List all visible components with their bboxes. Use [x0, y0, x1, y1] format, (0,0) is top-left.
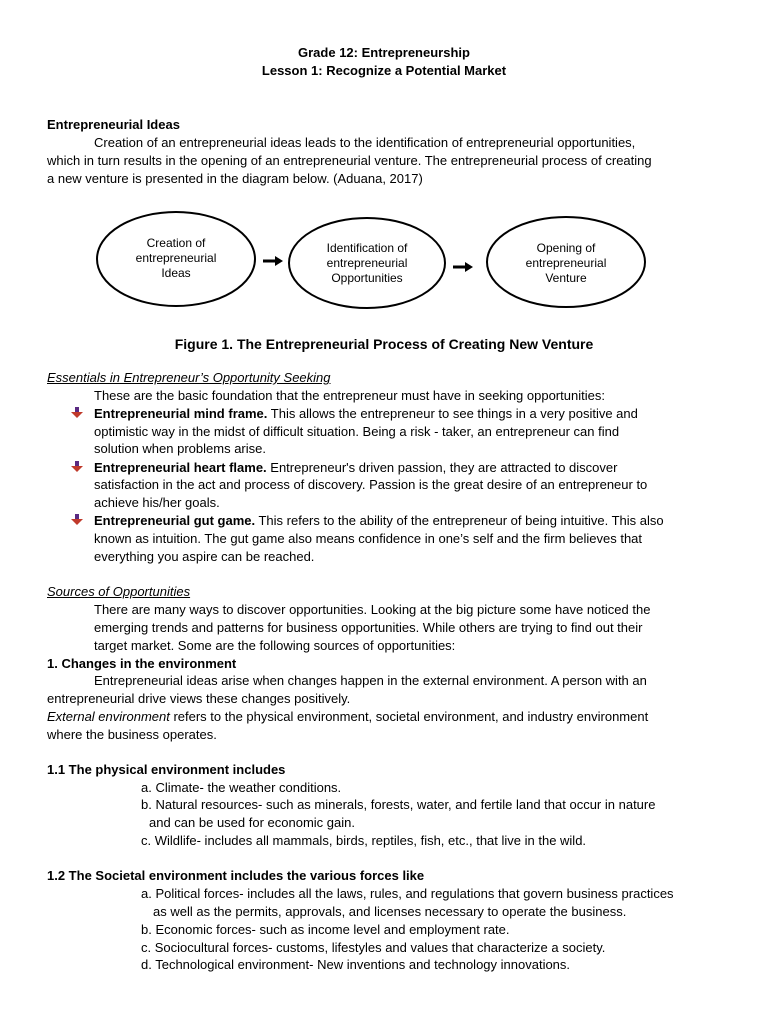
- changes-para-line: entrepreneurial drive views these changes positively.: [47, 691, 351, 706]
- essential-text-line: satisfaction in the act and process of discovery. Passion is the great desire of an entrepreneur to: [94, 477, 648, 492]
- node-venture-line: Venture: [545, 271, 587, 285]
- essential-text-line: optimistic way in the midst of difficult situation. Being a risk - taker, an entrepreneur can find: [94, 424, 620, 439]
- ideas-para-line: which in turn results in the opening of an entrepreneurial venture. The entrepreneurial process of creating: [47, 153, 652, 168]
- node-opportunities-line: Opportunities: [331, 271, 403, 285]
- physical-list-item: a. Climate- the weather conditions.: [141, 780, 342, 795]
- changes-para-line: Entrepreneurial ideas arise when changes happen in the external environment. A person with an: [94, 673, 647, 688]
- node-ideas-line: Creation of: [146, 236, 206, 250]
- essential-text-line: known as intuition. The gut game also means confidence in one’s self and the firm believes that: [94, 531, 643, 546]
- external-env-term: External environment: [47, 709, 170, 724]
- figure-caption: Figure 1. The Entrepreneurial Process of Creating New Venture: [174, 336, 594, 352]
- societal-list-item: a. Political forces- includes all the laws, rules, and regulations that govern business practices: [141, 886, 674, 901]
- essential-term: Entrepreneurial heart flame.: [94, 460, 267, 475]
- essential-text-line: everything you aspire can be reached.: [94, 549, 315, 564]
- arrow-down-bullet-icon: [71, 461, 83, 473]
- section-heading-essentials: Essentials in Entrepreneur’s Opportunity Seeking: [47, 370, 331, 385]
- essential-term: Entrepreneurial mind frame.: [94, 406, 268, 421]
- node-venture-line: entrepreneurial: [525, 256, 607, 270]
- physical-list-item: c. Wildlife- includes all mammals, birds, reptiles, fish, etc., that live in the wild.: [141, 833, 587, 848]
- sources-para-line: emerging trends and patterns for business opportunities. While others are trying to find out their: [94, 620, 643, 635]
- sources-para-line: There are many ways to discover opportunities. Looking at the big picture some have noticed the: [94, 602, 651, 617]
- sources-para-line: target market. Some are the following sources of opportunities:: [94, 638, 456, 653]
- societal-list-item: b. Economic forces- such as income level and employment rate.: [141, 922, 510, 937]
- subheading-changes: 1. Changes in the environment: [47, 656, 237, 671]
- arrow-down-bullet-icon: [71, 514, 83, 526]
- essentials-intro: These are the basic foundation that the entrepreneur must have in seeking opportunities:: [94, 388, 605, 403]
- societal-list-item: c. Sociocultural forces- customs, lifestyles and values that characterize a society.: [141, 940, 606, 955]
- essential-item-mind-frame: [94, 405, 638, 422]
- physical-list-item-cont: and can be used for economic gain.: [149, 815, 355, 830]
- arrow-down-bullet-icon: [71, 407, 83, 419]
- essential-item-heart-flame: [94, 459, 617, 476]
- essential-text: This allows the entrepreneur to see things in a very positive and: [267, 406, 638, 421]
- node-opportunities-line: Identification of: [326, 241, 408, 255]
- node-ideas-line: Ideas: [161, 266, 191, 280]
- arrow-right-icon: [263, 256, 283, 266]
- section-heading-sources: Sources of Opportunities: [47, 584, 191, 599]
- essential-text-line: solution when problems arise.: [94, 441, 266, 456]
- societal-list-item-cont: as well as the permits, approvals, and licenses necessary to operate the business.: [153, 904, 627, 919]
- essential-term: Entrepreneurial gut game.: [94, 513, 256, 528]
- section-heading-ideas: Entrepreneurial Ideas: [47, 117, 180, 132]
- ideas-para-line: a new venture is presented in the diagram below. (Aduana, 2017): [47, 171, 423, 186]
- societal-list-item: d. Technological environment- New inventions and technology innovations.: [141, 957, 571, 972]
- external-env-text: refers to the physical environment, societal environment, and industry environment: [169, 709, 649, 724]
- header-course-title: Grade 12: Entrepreneurship: [298, 45, 470, 60]
- external-env-line: [47, 708, 648, 725]
- node-opportunities-line: entrepreneurial: [326, 256, 408, 270]
- essential-item-gut-game: [94, 512, 664, 529]
- essential-text: Entrepreneur's driven passion, they are attracted to discover: [266, 460, 618, 475]
- essential-text-line: achieve his/her goals.: [94, 495, 220, 510]
- arrow-right-icon: [453, 262, 473, 272]
- subheading-societal: 1.2 The Societal environment includes the various forces like: [47, 868, 425, 883]
- subheading-physical: 1.1 The physical environment includes: [47, 762, 286, 777]
- header-lesson-title: Lesson 1: Recognize a Potential Market: [261, 63, 507, 78]
- node-ideas-line: entrepreneurial: [135, 251, 217, 265]
- entrepreneurial-process-diagram: [0, 0, 768, 330]
- physical-list-item: b. Natural resources- such as minerals, forests, water, and fertile land that occur in nature: [141, 797, 656, 812]
- node-venture-line: Opening of: [536, 241, 596, 255]
- external-env-line: where the business operates.: [47, 727, 217, 742]
- essential-text: This refers to the ability of the entrepreneur of being intuitive. This also: [255, 513, 664, 528]
- ideas-para-line: Creation of an entrepreneurial ideas leads to the identification of entrepreneurial opportunities,: [94, 135, 636, 150]
